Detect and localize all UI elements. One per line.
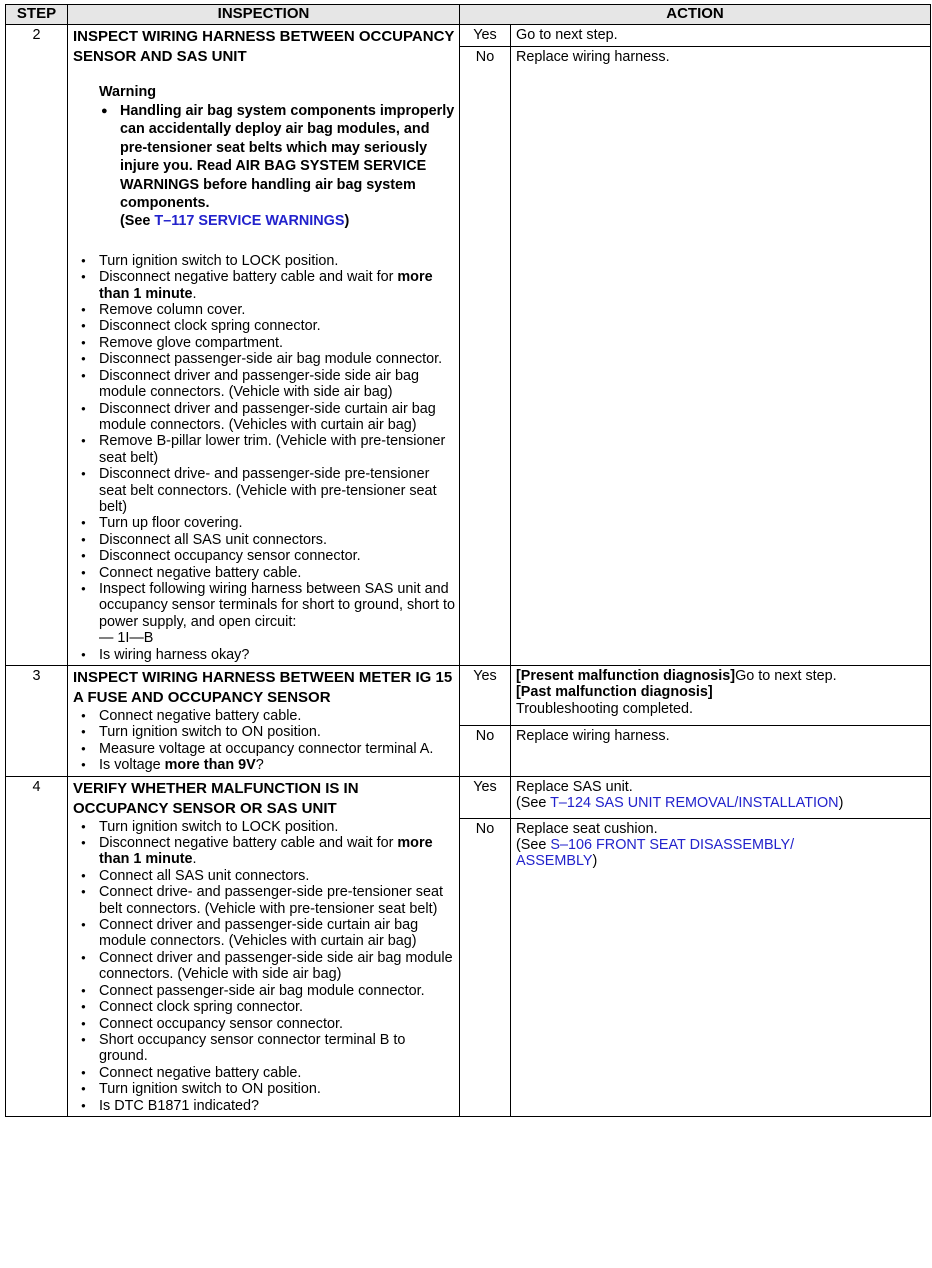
step-4-inspection (68, 776, 460, 1116)
list-item: ● Turn up floor covering. (73, 515, 455, 531)
step-title: VERIFY WHETHER MALFUNCTION IS IN OCCUPANCY SENSOR OR SAS UNIT (73, 779, 359, 817)
list-item: ● Connect clock spring connector. (73, 999, 455, 1015)
list-item: ● Turn ignition switch to LOCK position. (73, 253, 455, 269)
list-item: ● Disconnect drive- and passenger-side pre-tensioner seat belt connectors. (Vehicle with pre-tensioner seat belt) (73, 466, 455, 515)
list-item: ● Disconnect driver and passenger-side side air bag module connectors. (Vehicle with side air bag) (73, 368, 455, 401)
step-number: 4 (6, 776, 68, 1116)
past-action: Troubleshooting completed. (516, 700, 694, 717)
inspection-steps (73, 708, 455, 774)
header-step: STEP (6, 5, 68, 25)
result-yes: Yes (460, 666, 511, 726)
step-2-inspection (68, 25, 460, 666)
list-item: ● Turn ignition switch to ON position. (73, 1081, 455, 1097)
list-item: ● Is wiring harness okay? (73, 647, 455, 663)
voltage-threshold: more than 9V (164, 757, 256, 774)
list-item-end: ? (255, 757, 264, 774)
list-item: ● Remove glove compartment. (73, 335, 455, 351)
inspection-steps (73, 819, 455, 1114)
list-item: ● Inspect following wiring harness between SAS unit and occupancy sensor terminals for short to ground, short to power supply, and open circuit: (73, 581, 455, 630)
present-diagnosis: [Present malfunction diagnosis] (516, 668, 736, 684)
result-yes: Yes (460, 776, 511, 818)
list-item: ● Disconnect clock spring connector. (73, 318, 455, 334)
see-suffix: ) (344, 213, 350, 230)
list-item (73, 269, 455, 302)
front-seat-disassembly-link[interactable]: S–106 FRONT SEAT DISASSEMBLY/ ASSEMBLY (516, 837, 795, 870)
header-inspection: INSPECTION (68, 5, 460, 25)
list-item: ● Turn ignition switch to ON position. (73, 724, 455, 740)
list-item: ● Connect negative battery cable. (73, 1065, 455, 1081)
list-item: ● Is DTC B1871 indicated? (73, 1098, 455, 1114)
see-suffix: ) (838, 795, 844, 812)
list-item (73, 757, 455, 773)
step-title: INSPECT WIRING HARNESS BETWEEN OCCUPANCY SENSOR AND SAS UNIT (73, 28, 455, 65)
sas-unit-removal-link[interactable]: T–124 SAS UNIT REMOVAL/INSTALLATION (550, 795, 839, 812)
list-item: ● Short occupancy sensor connector terminal B to ground. (73, 1032, 455, 1065)
list-item: ● Connect driver and passenger-side side air bag module connectors. (Vehicle with side air bag) (73, 950, 455, 983)
header-action: ACTION (460, 5, 931, 25)
step-number: 2 (6, 25, 68, 666)
list-item: ● Remove B-pillar lower trim. (Vehicle with pre-tensioner seat belt) (73, 433, 455, 466)
action-yes: Go to next step. (511, 25, 931, 47)
list-item: ● Connect negative battery cable. (73, 565, 455, 581)
list-item: ● Disconnect passenger-side air bag module connector. (73, 351, 455, 367)
action-reference (516, 795, 926, 811)
step-number: 3 (6, 666, 68, 777)
list-item: ● Remove column cover. (73, 302, 455, 318)
result-no: No (460, 726, 511, 777)
action-no (511, 818, 931, 1116)
list-item-end: . (192, 285, 197, 302)
list-item: ● Connect occupancy sensor connector. (73, 1016, 455, 1032)
step-4-yes-row (6, 776, 931, 818)
result-no: No (460, 47, 511, 666)
step-2-yes-row (6, 25, 931, 47)
list-item: ● Disconnect all SAS unit connectors. (73, 532, 455, 548)
action-text: Replace seat cushion. (516, 820, 658, 837)
warning-reference (120, 212, 455, 230)
result-yes: Yes (460, 25, 511, 47)
list-item: ● Connect negative battery cable. (73, 708, 455, 724)
inspection-steps (73, 253, 455, 663)
past-diagnosis: [Past malfunction diagnosis] (516, 684, 713, 701)
see-prefix: (See (516, 795, 551, 812)
warning-heading: Warning (99, 84, 157, 100)
see-prefix: (See (516, 837, 551, 854)
action-yes (511, 666, 931, 726)
see-prefix: (See (120, 213, 155, 230)
result-no: No (460, 818, 511, 1116)
action-text: Replace SAS unit. (516, 778, 633, 795)
step-title: INSPECT WIRING HARNESS BETWEEN METER IG 15 A FUSE AND OCCUPANCY SENSOR (73, 669, 453, 706)
list-item-text: Disconnect negative battery cable and wait for (99, 835, 394, 852)
terminal-line: — 1I—B (99, 630, 154, 647)
list-item: ● Measure voltage at occupancy connector terminal A. (73, 741, 455, 757)
diagnostic-table (5, 4, 931, 1117)
action-no: Replace wiring harness. (511, 47, 931, 666)
warning-list (99, 102, 455, 231)
action-yes (511, 776, 931, 818)
wait-duration: more than 1 minute (99, 835, 433, 868)
list-item: ● Disconnect driver and passenger-side curtain air bag module connectors. (Vehicles with curtain air bag) (73, 401, 455, 434)
warning-item (99, 102, 455, 231)
wait-duration: more than 1 minute (99, 269, 433, 302)
list-item: ● Connect driver and passenger-side curtain air bag module connectors. (Vehicles with curtain air bag) (73, 917, 455, 950)
step-3-yes-row (6, 666, 931, 726)
list-item: ● Disconnect occupancy sensor connector. (73, 548, 455, 564)
service-warnings-link[interactable]: T–117 SERVICE WARNINGS (154, 213, 345, 230)
list-item-end: . (192, 851, 197, 868)
list-item: ● Turn ignition switch to LOCK position. (73, 819, 455, 835)
step-3-inspection (68, 666, 460, 777)
action-no: Replace wiring harness. (511, 726, 931, 777)
warning-text: Handling air bag system components improperly can accidentally deploy air bag modules, and pre-tensioner seat belts which may seriously injure you. Read AIR BAG SYSTEM SERVICE WARNINGS before handling air bag system components. (120, 103, 455, 212)
list-item: ● Connect passenger-side air bag module connector. (73, 983, 455, 999)
list-item (73, 835, 455, 868)
list-item: ● Connect all SAS unit connectors. (73, 868, 455, 884)
action-reference (516, 837, 926, 870)
header-row (6, 5, 931, 25)
list-item-text: Is voltage (99, 757, 165, 774)
list-item-text: Disconnect negative battery cable and wait for (99, 269, 394, 286)
see-suffix: ) (592, 853, 598, 870)
present-action: Go to next step. (735, 668, 837, 684)
list-item: ● Connect drive- and passenger-side pre-tensioner seat belt connectors. (Vehicle with pre-tensioner seat belt) (73, 884, 455, 917)
